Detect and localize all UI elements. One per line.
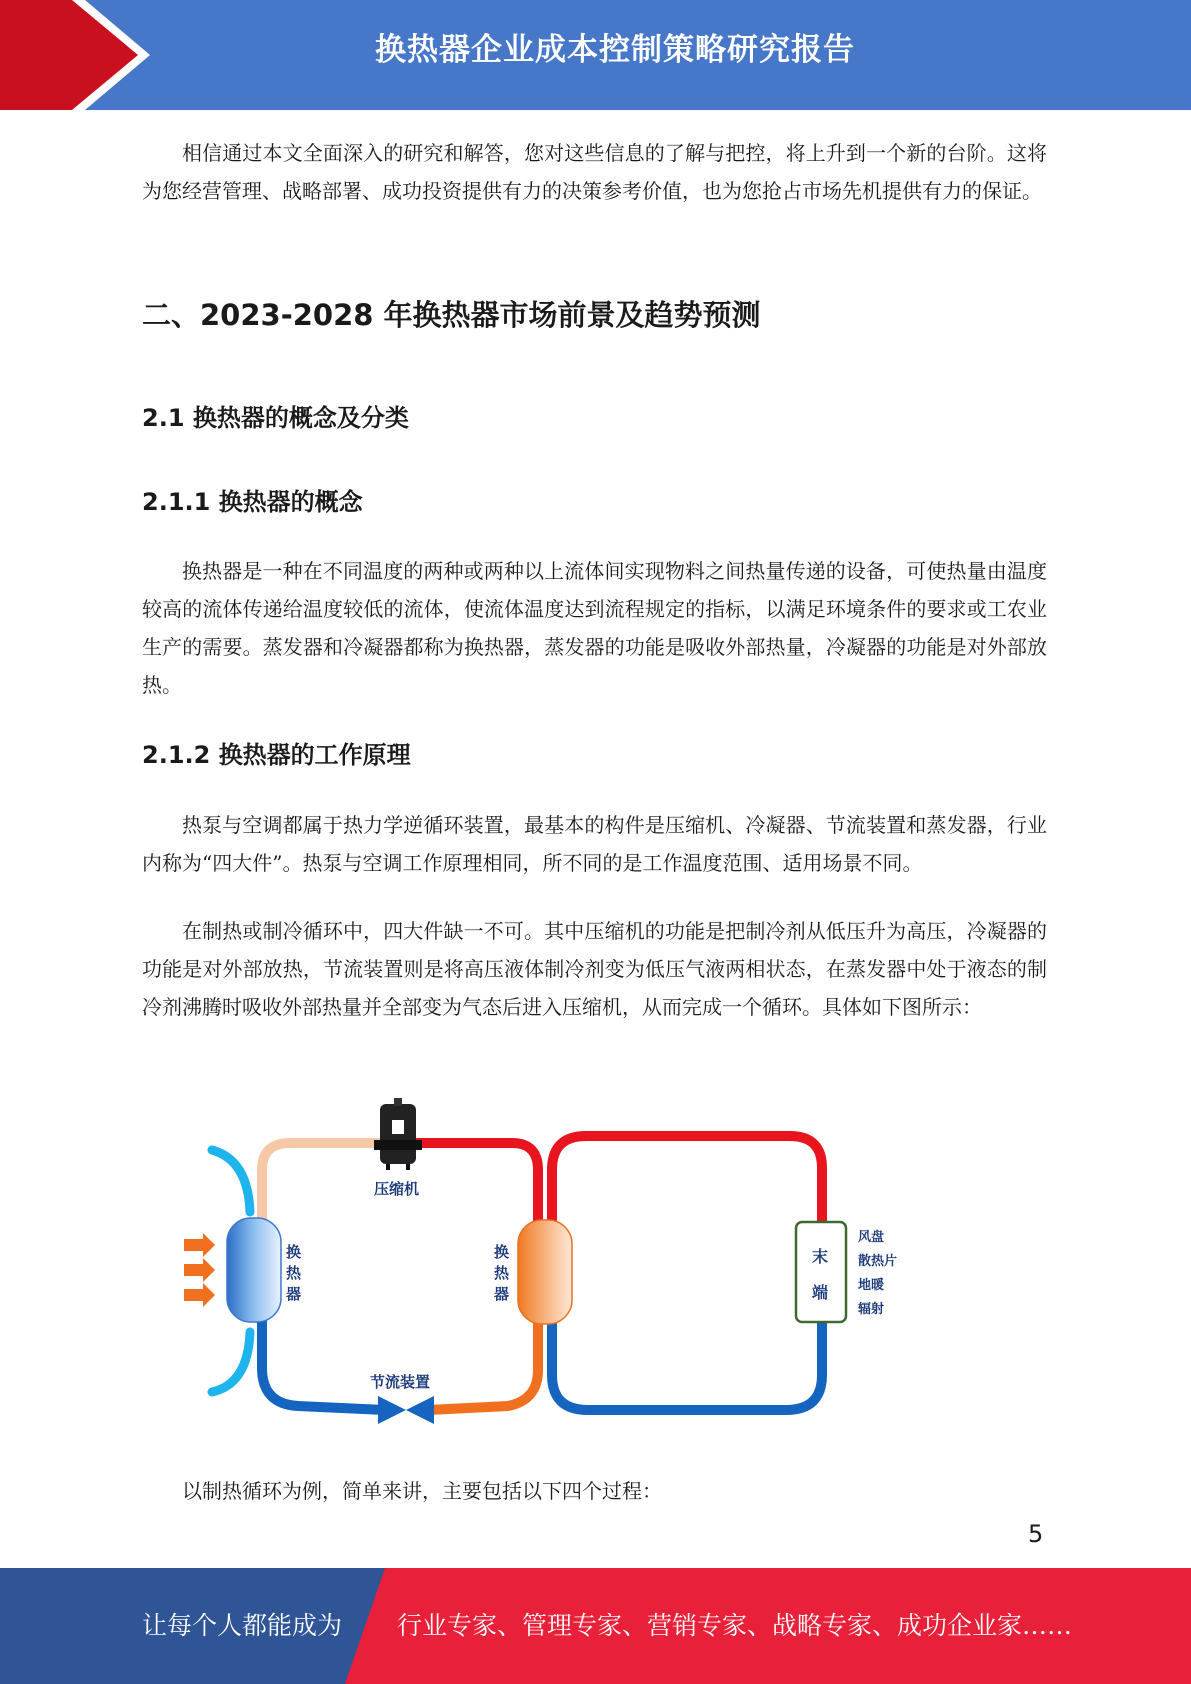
compressor-icon	[374, 1098, 422, 1170]
page-header	[0, 0, 1191, 110]
principle-section-2	[142, 912, 1047, 1026]
concept-section	[142, 552, 1047, 704]
intro-section	[142, 134, 1047, 210]
terminal-type-4: 辐射	[858, 1302, 885, 1317]
throttle-valve-icon	[378, 1396, 434, 1424]
heat-pump-cycle-diagram	[170, 1095, 930, 1435]
terminal-type-1: 风盘	[858, 1230, 885, 1245]
heat-arrows	[184, 1233, 215, 1307]
principle-section-1	[142, 806, 1047, 882]
footer-slogan-right: 行业专家、管理专家、营销专家、战略专家、成功企业家……	[397, 1611, 1073, 1640]
left-exchanger-label-3: 器	[286, 1285, 302, 1303]
pipe-cold-bottom-left	[262, 1320, 385, 1410]
terminal-label-2: 端	[812, 1283, 829, 1302]
right-exchanger	[518, 1220, 572, 1324]
section-2-1-1-title: 2.1.1 换热器的概念	[142, 488, 363, 516]
intro-paragraph: 相信通过本文全面深入的研究和解答，您对这些信息的了解与把控，将上升到一个新的台阶。这将为您经营管理、战略部署、成功投资提供有力的决策参考价值，也为您抢占市场先机提供有力的保证。	[142, 141, 1047, 203]
footer-slogan-left: 让每个人都能成为	[142, 1611, 343, 1640]
header-title: 换热器企业成本控制策略研究报告	[375, 32, 855, 68]
page-footer	[0, 1568, 1191, 1684]
concept-paragraph: 换热器是一种在不同温度的两种或两种以上流体间实现物料之间热量传递的设备，可使热量由温度较高的流体传递给温度较低的流体，使流体温度达到流程规定的指标，以满足环境条件的要求或工农业生产的需要。蒸发器和冷凝器都称为换热器，蒸发器的功能是吸收外部热量，冷凝器的功能是对外部放热。	[142, 559, 1047, 697]
section-2-1-title: 2.1 换热器的概念及分类	[142, 404, 409, 432]
air-arc-top	[212, 1150, 250, 1212]
pipe-cold-bottom-right	[552, 1320, 822, 1410]
left-exchanger-label-1: 换	[286, 1243, 302, 1261]
left-exchanger-label-2: 热	[286, 1264, 302, 1282]
terminal-label-1: 末	[812, 1247, 829, 1266]
left-exchanger	[227, 1218, 281, 1322]
principle-paragraph-2: 在制热或制冷循环中，四大件缺一不可。其中压缩机的功能是把制冷剂从低压升为高压，冷凝器的功能是对外部放热，节流装置则是将高压液体制冷剂变为低压气液两相状态，在蒸发器中处于液态的制冷剂沸腾时吸收外部热量并全部变为气态后进入压缩机，从而完成一个循环。具体如下图所示：	[142, 919, 1047, 1019]
pipe-hot-top-right	[552, 1136, 822, 1225]
terminal-type-3: 地暖	[858, 1278, 885, 1293]
process-intro-section	[142, 1472, 1047, 1510]
terminal-unit	[796, 1222, 846, 1322]
air-arc-bottom	[212, 1332, 250, 1392]
principle-paragraph-1: 热泵与空调都属于热力学逆循环装置，最基本的构件是压缩机、冷凝器、节流装置和蒸发器，行业内称为“四大件”。热泵与空调工作原理相同，所不同的是工作温度范围、适用场景不同。	[142, 813, 1047, 875]
compressor-label: 压缩机	[374, 1180, 420, 1198]
page-number: 5	[1028, 1520, 1044, 1548]
section-2-1-2-title: 2.1.2 换热器的工作原理	[142, 741, 411, 769]
process-intro-paragraph: 以制热循环为例，简单来讲，主要包括以下四个过程：	[182, 1479, 662, 1503]
section-2-title: 二、2023-2028 年换热器市场前景及趋势预测	[142, 298, 761, 332]
right-exchanger-label-3: 器	[494, 1285, 510, 1303]
throttle-label: 节流装置	[370, 1373, 431, 1391]
pipe-warm-bottom-center	[428, 1320, 538, 1410]
terminal-type-2: 散热片	[858, 1254, 898, 1269]
right-exchanger-label-2: 热	[494, 1264, 510, 1282]
right-exchanger-label-1: 换	[494, 1243, 510, 1261]
